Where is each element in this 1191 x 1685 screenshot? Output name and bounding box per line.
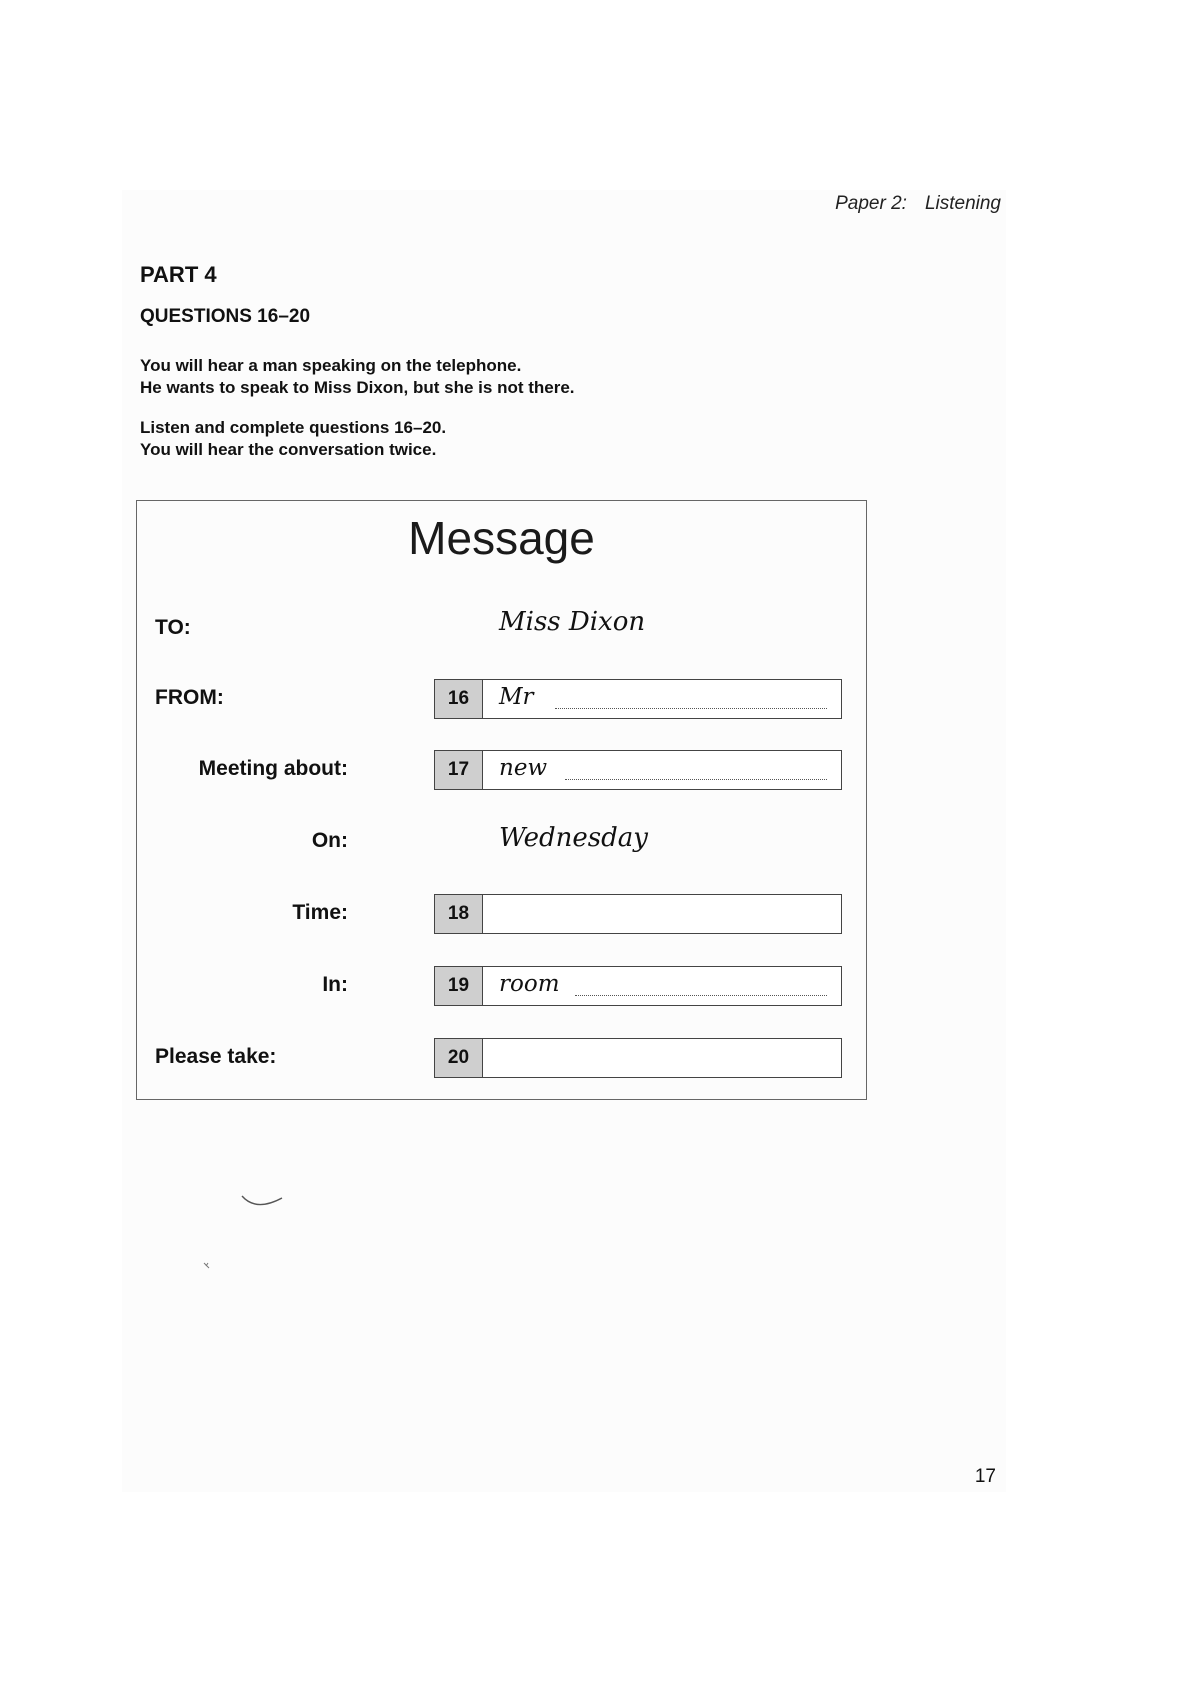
to-value: Miss Dixon	[499, 607, 646, 637]
answer-field-16[interactable]	[434, 679, 842, 719]
instructions-context	[140, 355, 575, 399]
instruction-line: You will hear the conversation twice.	[140, 440, 437, 459]
question-number-17: 17	[435, 751, 483, 789]
answer-field-17[interactable]	[434, 750, 842, 790]
question-number-16: 16	[435, 680, 483, 718]
paper-label: Paper 2:	[835, 193, 907, 214]
pen-mark-icon	[240, 1192, 284, 1214]
question-number-19: 19	[435, 967, 483, 1005]
question-number-18: 18	[435, 895, 483, 933]
questions-title: QUESTIONS 16–20	[140, 306, 311, 327]
stray-mark-icon	[203, 1262, 211, 1270]
answer-line-17	[565, 779, 827, 780]
message-title: Message	[408, 512, 595, 564]
time-label: Time:	[292, 901, 348, 924]
page-number: 17	[974, 1466, 996, 1487]
instruction-line: Listen and complete questions 16–20.	[140, 418, 447, 437]
instructions-task	[140, 417, 446, 461]
answer-line-16	[555, 708, 827, 709]
to-label: TO:	[155, 616, 191, 639]
part-title: PART 4	[140, 262, 217, 287]
on-value: Wednesday	[499, 823, 648, 853]
question-number-20: 20	[435, 1039, 483, 1077]
answer-field-20[interactable]	[434, 1038, 842, 1078]
in-label: In:	[322, 973, 348, 996]
message-form	[136, 500, 867, 1100]
instruction-line: You will hear a man speaking on the telephone.	[140, 356, 522, 375]
on-label: On:	[311, 829, 348, 852]
prefill-17: new	[499, 755, 548, 781]
from-label: FROM:	[155, 686, 224, 709]
take-label: Please take:	[155, 1045, 277, 1068]
meeting-label: Meeting about:	[198, 757, 348, 780]
section-label: Listening	[924, 193, 1001, 214]
answer-field-19[interactable]	[434, 966, 842, 1006]
answer-line-19	[575, 995, 827, 996]
answer-field-18[interactable]	[434, 894, 842, 934]
prefill-19: room	[499, 971, 560, 997]
prefill-16: Mr	[499, 684, 534, 710]
instruction-line: He wants to speak to Miss Dixon, but she is not there.	[140, 378, 575, 397]
running-header	[835, 193, 1001, 215]
